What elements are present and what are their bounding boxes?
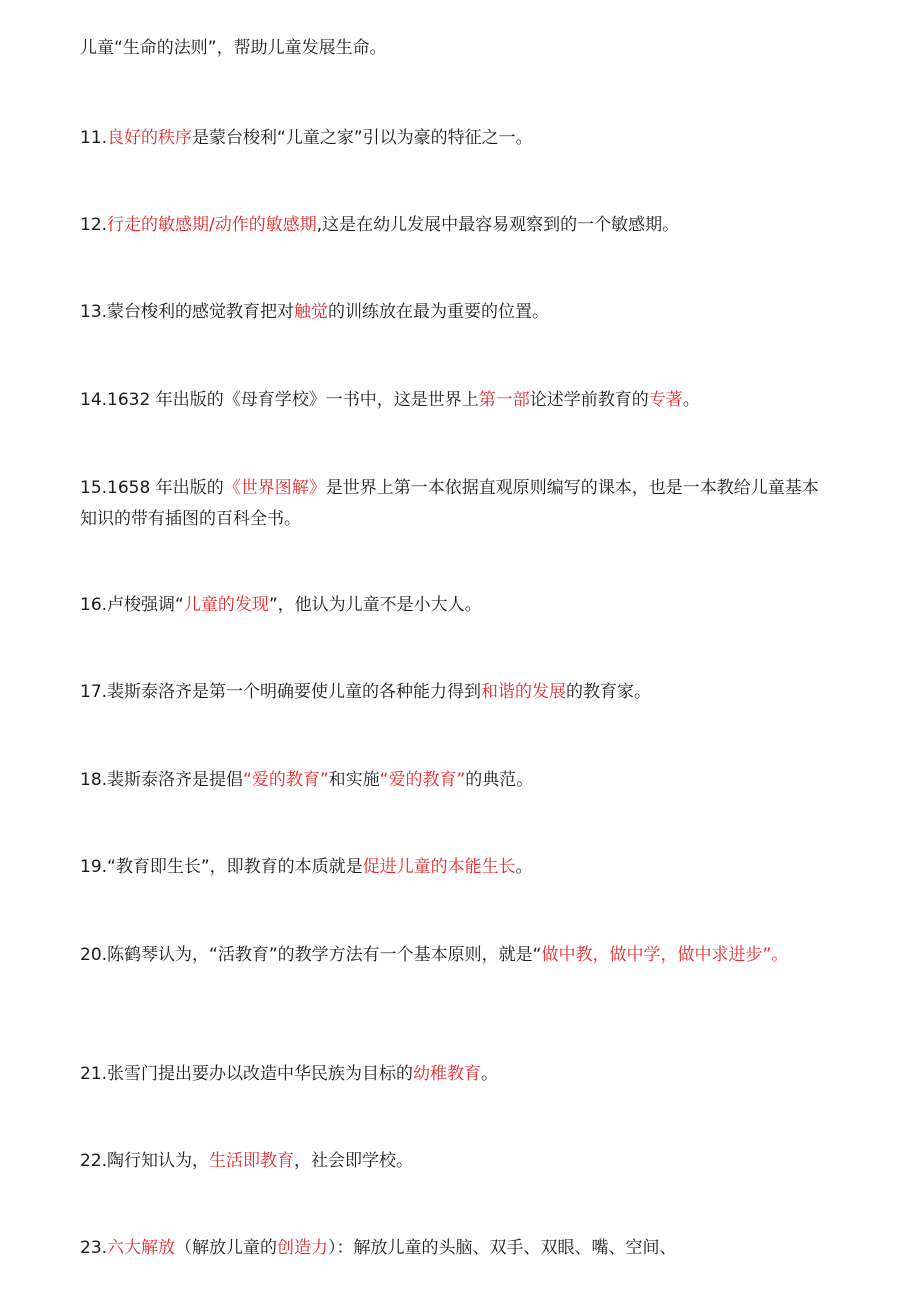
- highlighted-text: 六大解放: [107, 1238, 176, 1258]
- body-text: 15.1658 年出版的: [80, 478, 224, 498]
- highlighted-text: 生活即教育: [209, 1151, 295, 1171]
- paragraph-15: [80, 473, 820, 535]
- highlighted-text: 第一部: [478, 390, 530, 410]
- body-text: 的训练放在最为重要的位置。: [328, 302, 550, 322]
- body-text: 17.裴斯泰洛齐是第一个明确要使儿童的各种能力得到: [80, 682, 482, 702]
- paragraph-18: [80, 765, 820, 796]
- paragraph-21: [80, 1059, 820, 1090]
- body-text: ）：解放儿童的头脑、双手、双眼、嘴、空间、: [328, 1238, 677, 1258]
- paragraph-19: [80, 852, 820, 883]
- highlighted-text: 幼稚教育: [413, 1064, 482, 1084]
- body-text: 论述学前教育的: [529, 390, 649, 410]
- highlighted-text: 《世界图解》: [223, 478, 326, 498]
- body-text: 13.蒙台梭利的感觉教育把对: [80, 302, 295, 322]
- body-text: ,这是在幼儿发展中最容易观察到的一个敏感期。: [316, 215, 680, 235]
- highlighted-text: 做中教，做中学，做中求进步”。: [541, 945, 789, 965]
- body-text: 11.: [80, 128, 108, 148]
- paragraph-13: [80, 297, 820, 328]
- highlighted-text: 和谐的发展: [481, 682, 567, 702]
- body-text: 20.陈鹤琴认为，“活教育”的教学方法有一个基本原则，就是“: [80, 945, 542, 965]
- highlighted-text: 创造力: [277, 1238, 329, 1258]
- body-text: ”，他认为儿童不是小大人。: [268, 595, 482, 615]
- body-text: 。: [515, 857, 533, 877]
- body-text: ，社会即学校。: [294, 1151, 414, 1171]
- body-text: 和实施: [328, 770, 380, 790]
- body-text: 21.张雪门提出要办以改造中华民族为目标的: [80, 1064, 414, 1084]
- body-text: 22.陶行知认为，: [80, 1151, 210, 1171]
- highlighted-text: 促进儿童的本能生长: [362, 857, 516, 877]
- paragraph-14: [80, 385, 820, 416]
- body-text: 12.: [80, 215, 108, 235]
- paragraph-10-continuation: [80, 33, 820, 64]
- paragraph-22: [80, 1146, 820, 1177]
- body-text: 是世界上第一本依据直观原则编写的课本，也是一本教给儿童基本知识的带有插图的百科全书。: [80, 478, 819, 529]
- highlighted-text: “爱的教育”: [379, 770, 466, 790]
- body-text: 儿童“生命的法则”，帮助儿童发展生命。: [80, 38, 387, 58]
- body-text: 。: [481, 1064, 499, 1084]
- paragraph-20: [80, 940, 820, 971]
- body-text: 18.裴斯泰洛齐是提倡: [80, 770, 244, 790]
- body-text: 14.1632 年出版的《母育学校》一书中，这是世界上: [80, 390, 479, 410]
- paragraph-12: [80, 210, 820, 241]
- body-text: 。: [682, 390, 700, 410]
- body-text: 是蒙台梭利“儿童之家”引以为豪的特征之一。: [192, 128, 533, 148]
- body-text: （解放儿童的: [175, 1238, 278, 1258]
- highlighted-text: “爱的教育”: [243, 770, 329, 790]
- highlighted-text: 触觉: [294, 302, 329, 322]
- paragraph-23: [80, 1233, 820, 1264]
- highlighted-text: 行走的敏感期/动作的敏感期: [107, 215, 317, 235]
- body-text: 的典范。: [465, 770, 534, 790]
- body-text: 19.“教育即生长”，即教育的本质就是: [80, 857, 363, 877]
- paragraph-16: [80, 590, 820, 621]
- body-text: 的教育家。: [566, 682, 652, 702]
- body-text: 16.卢梭强调“: [80, 595, 184, 615]
- highlighted-text: 专著: [648, 390, 683, 410]
- paragraph-11: [80, 123, 820, 154]
- highlighted-text: 良好的秩序: [107, 128, 193, 148]
- body-text: 23.: [80, 1238, 108, 1258]
- paragraph-17: [80, 677, 820, 708]
- highlighted-text: 儿童的发现: [183, 595, 269, 615]
